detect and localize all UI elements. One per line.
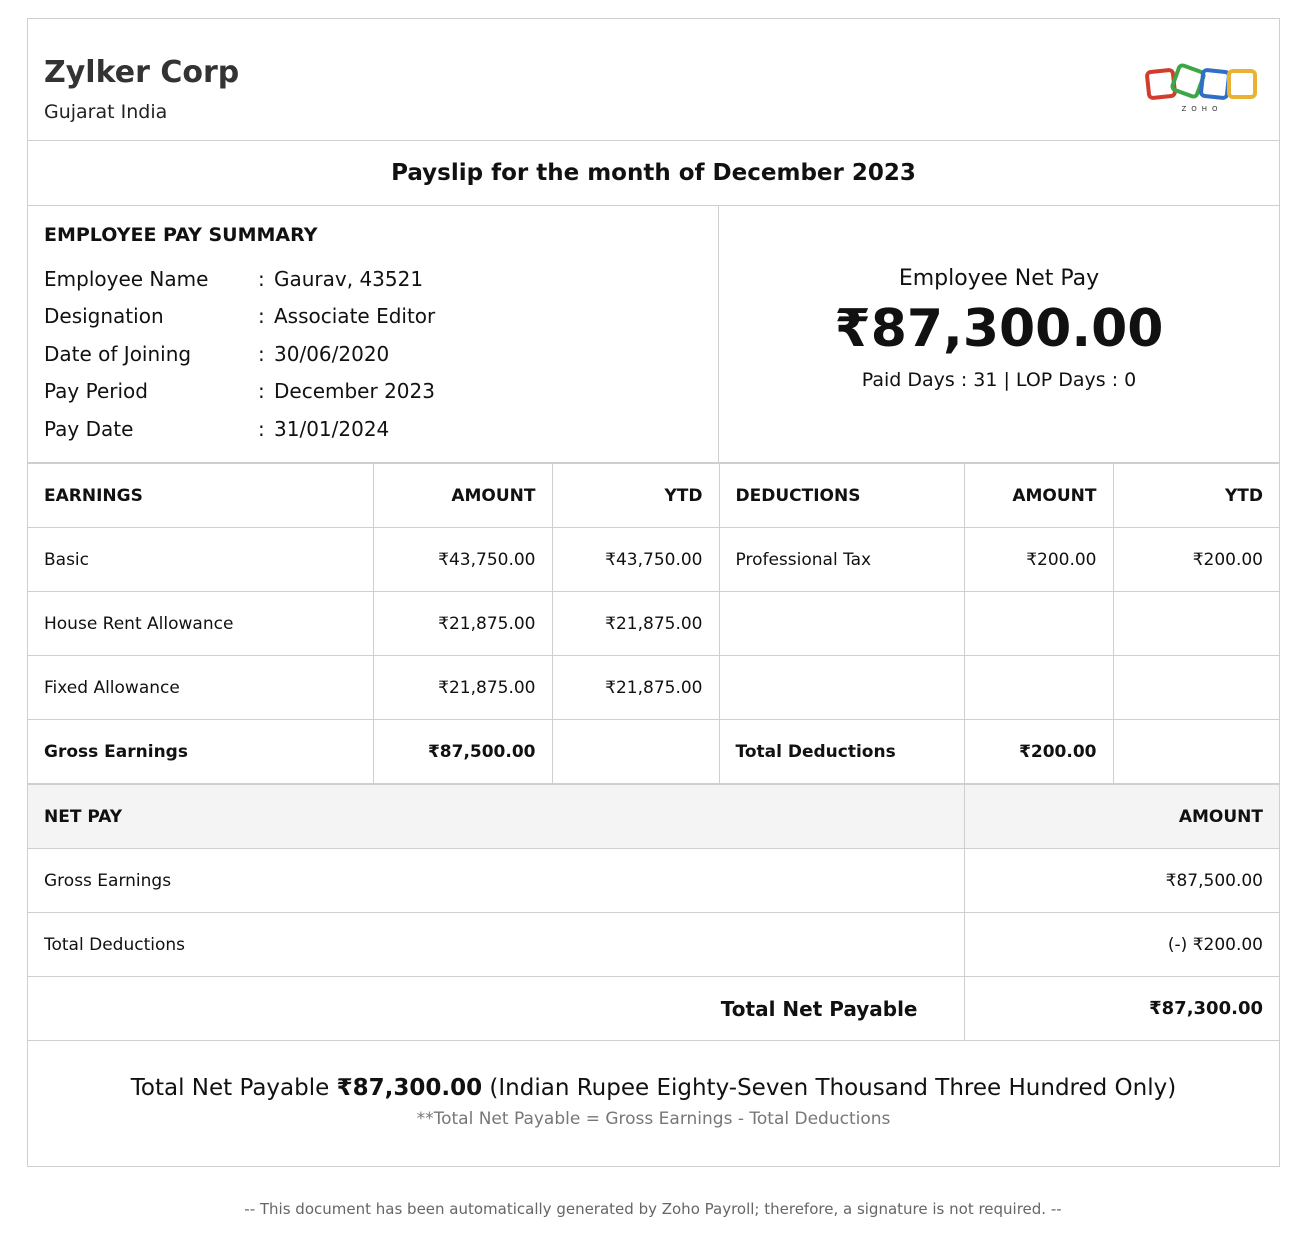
table-row xyxy=(28,656,1279,720)
row-amount: ₹87,500.00 xyxy=(964,849,1279,913)
pay-summary xyxy=(28,206,1279,463)
summary-field xyxy=(44,410,702,448)
cell: Gross Earnings xyxy=(28,720,373,784)
cell: YTD xyxy=(552,464,719,528)
separator: : xyxy=(258,341,265,366)
footer-amount: ₹87,300.00 xyxy=(336,1075,483,1101)
summary-field xyxy=(44,373,702,411)
footer-prefix: Total Net Payable xyxy=(130,1075,337,1101)
payslip-title: Payslip for the month of December 2023 xyxy=(28,141,1279,206)
cell xyxy=(1113,720,1279,784)
footer-summary xyxy=(28,1041,1279,1166)
net-pay-header: NET PAY xyxy=(28,785,964,849)
table-row xyxy=(28,464,1279,528)
cell xyxy=(719,592,964,656)
cell: ₹43,750.00 xyxy=(552,528,719,592)
cell: ₹21,875.00 xyxy=(373,656,552,720)
payslip xyxy=(27,18,1280,1167)
cell: DEDUCTIONS xyxy=(719,464,964,528)
row-amount: (-) ₹200.00 xyxy=(964,913,1279,977)
separator: : xyxy=(258,266,265,291)
amount-header: AMOUNT xyxy=(964,785,1279,849)
summary-field xyxy=(44,260,702,298)
cell: ₹200.00 xyxy=(964,720,1113,784)
net-pay-label: Employee Net Pay xyxy=(898,266,1100,291)
cell: ₹21,875.00 xyxy=(373,592,552,656)
field-value: Associate Editor xyxy=(274,304,436,329)
svg-text:ZOHO: ZOHO xyxy=(1181,105,1223,113)
row-label: Gross Earnings xyxy=(28,849,964,913)
cell: EARNINGS xyxy=(28,464,373,528)
cell: ₹200.00 xyxy=(964,528,1113,592)
cell: Total Deductions xyxy=(719,720,964,784)
separator: : xyxy=(258,379,265,404)
field-label: Employee Name xyxy=(44,266,209,291)
company-address: Gujarat India xyxy=(44,101,168,123)
net-pay-value: ₹87,300.00 xyxy=(834,299,1164,359)
cell: ₹87,500.00 xyxy=(373,720,552,784)
cell: Fixed Allowance xyxy=(28,656,373,720)
net-pay-table xyxy=(28,784,1279,1041)
cell xyxy=(1113,592,1279,656)
generated-note: -- This document has been automatically generated by Zoho Payroll; therefore, a signature is not required. -- xyxy=(244,1200,1062,1218)
summary-field xyxy=(44,298,702,336)
company-name: Zylker Corp xyxy=(44,55,240,90)
table-row xyxy=(28,592,1279,656)
earnings-deductions-table xyxy=(28,463,1279,784)
cell: Basic xyxy=(28,528,373,592)
field-value: 30/06/2020 xyxy=(274,341,390,366)
table-row xyxy=(28,913,1279,977)
cell xyxy=(964,592,1113,656)
total-net-payable-label: Total Net Payable xyxy=(28,977,964,1041)
total-net-payable-value: ₹87,300.00 xyxy=(964,977,1279,1041)
field-label: Date of Joining xyxy=(44,341,192,366)
field-value: December 2023 xyxy=(274,379,435,404)
table-row xyxy=(28,720,1279,784)
field-label: Pay Date xyxy=(44,416,134,441)
cell: ₹21,875.00 xyxy=(552,656,719,720)
field-label: Designation xyxy=(44,304,164,329)
cell: ₹43,750.00 xyxy=(373,528,552,592)
cell: ₹200.00 xyxy=(1113,528,1279,592)
field-value: Gaurav, 43521 xyxy=(274,266,424,291)
net-pay-panel xyxy=(719,206,1279,462)
amount-in-words: (Indian Rupee Eighty-Seven Thousand Three Hundred Only) xyxy=(482,1075,1177,1101)
separator: : xyxy=(258,416,265,441)
field-value: 31/01/2024 xyxy=(274,416,390,441)
cell xyxy=(719,656,964,720)
zoho-logo xyxy=(1145,63,1259,115)
row-label: Total Deductions xyxy=(28,913,964,977)
cell: YTD xyxy=(1113,464,1279,528)
header xyxy=(28,19,1279,141)
separator: : xyxy=(258,304,265,329)
cell xyxy=(552,720,719,784)
cell: House Rent Allowance xyxy=(28,592,373,656)
table-row xyxy=(28,849,1279,913)
summary-heading: EMPLOYEE PAY SUMMARY xyxy=(44,224,318,246)
paid-days: Paid Days : 31 | LOP Days : 0 xyxy=(861,369,1137,391)
cell: Professional Tax xyxy=(719,528,964,592)
table-row xyxy=(28,528,1279,592)
formula-note: **Total Net Payable = Gross Earnings - Total Deductions xyxy=(416,1109,891,1129)
cell: ₹21,875.00 xyxy=(552,592,719,656)
cell xyxy=(1113,656,1279,720)
summary-field xyxy=(44,335,702,373)
field-label: Pay Period xyxy=(44,379,148,404)
cell: AMOUNT xyxy=(964,464,1113,528)
cell xyxy=(964,656,1113,720)
cell: AMOUNT xyxy=(373,464,552,528)
